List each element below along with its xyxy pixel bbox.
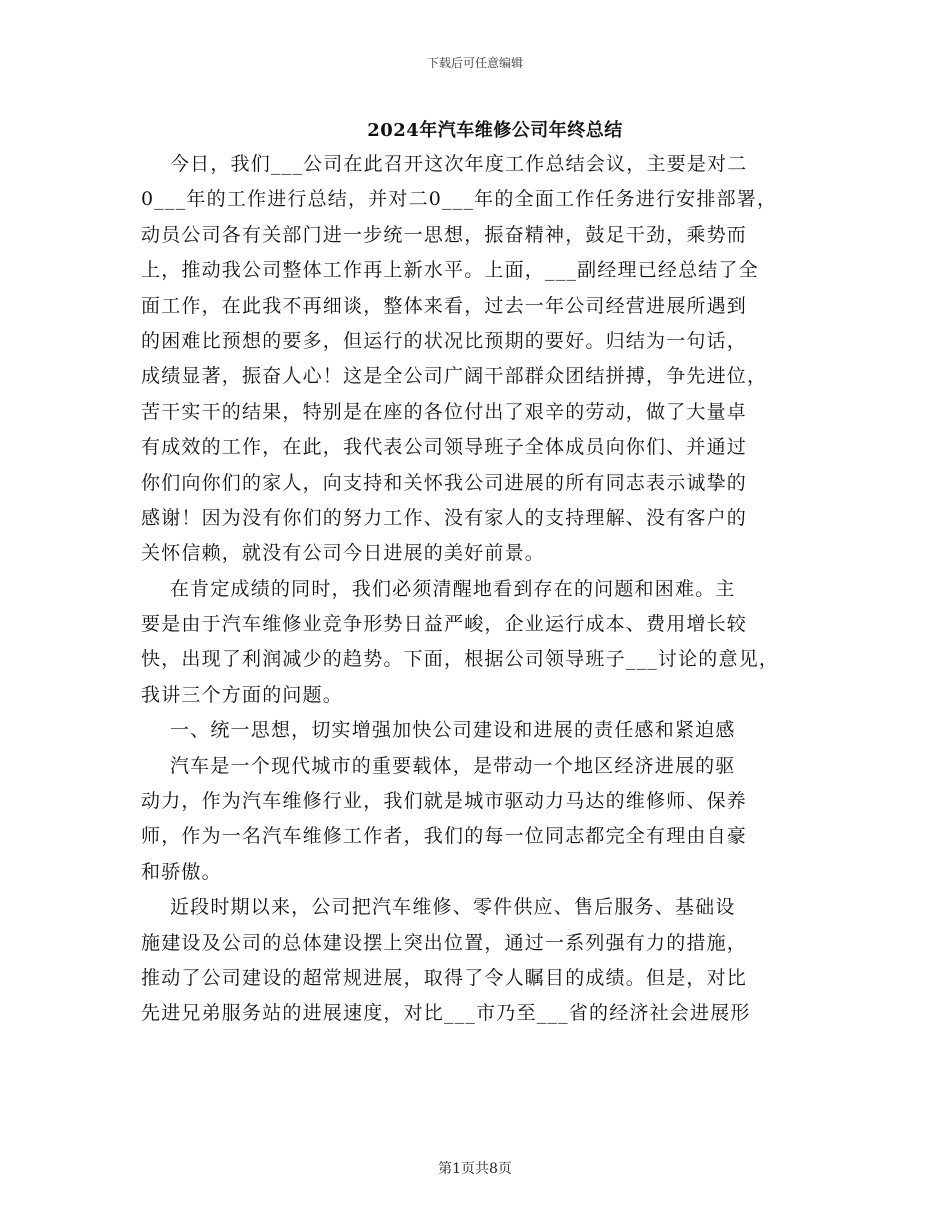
body-line: 和骄傲。 bbox=[141, 860, 222, 883]
body-line: 推动了公司建设的超常规进展，取得了令人瞩目的成绩。但是，对比 bbox=[141, 966, 748, 989]
body-line: 有成效的工作，在此，我代表公司领导班子全体成员向你们、并通过 bbox=[141, 436, 748, 459]
body-line: 汽车是一个现代城市的重要载体，是带动一个地区经济进展的驱 bbox=[141, 754, 736, 777]
body-line: 在肯定成绩的同时，我们必须清醒地看到存在的问题和困难。主 bbox=[141, 577, 736, 600]
body-line: 0___年的工作进行总结，并对二0___年的全面工作任务进行安排部署， bbox=[141, 188, 778, 211]
document-title: 2024年汽车维修公司年终总结 bbox=[367, 120, 623, 141]
body-line: 的困难比预想的要多，但运行的状况比预期的要好。归结为一句话， bbox=[141, 329, 748, 352]
body-line: 上，推动我公司整体工作再上新水平。上面，___副经理已经总结了全 bbox=[141, 259, 759, 282]
body-line: 快，出现了利润减少的趋势。下面，根据公司领导班子___讨论的意见， bbox=[141, 648, 780, 671]
body-line: 先进兄弟服务站的进展速度，对比___市乃至___省的经济社会进展形 bbox=[141, 1002, 751, 1025]
body-line: 师，作为一名汽车维修工作者，我们的每一位同志都完全有理由自豪 bbox=[141, 825, 748, 848]
body-line: 关怀信赖，就没有公司今日进展的美好前景。 bbox=[141, 542, 546, 565]
body-line: 成绩显著，振奋人心！这是全公司广阔干部群众团结拼搏，争先进位， bbox=[141, 365, 768, 388]
page-number: 第1页共8页 bbox=[438, 1161, 512, 1177]
body-line: 今日，我们___公司在此召开这次年度工作总结会议，主要是对二 bbox=[141, 153, 748, 175]
body-line: 要是由于汽车维修业竞争形势日益严峻，企业运行成本、费用增长较 bbox=[141, 613, 748, 636]
document-body bbox=[141, 147, 821, 1032]
body-line: 面工作，在此我不再细谈，整体来看，过去一年公司经营进展所遇到 bbox=[141, 294, 748, 317]
header-note: 下载后可任意编辑 bbox=[426, 56, 523, 70]
body-line: 你们向你们的家人，向支持和关怀我公司进展的所有同志表示诚挚的 bbox=[141, 471, 748, 494]
body-line: 我讲三个方面的问题。 bbox=[141, 683, 344, 706]
body-line: 施建设及公司的总体建设摆上突出位置，通过一系列强有力的措施， bbox=[141, 931, 748, 954]
body-line: 动力，作为汽车维修行业，我们就是城市驱动力马达的维修师、保养 bbox=[141, 790, 748, 813]
body-line: 感谢！因为没有你们的努力工作、没有家人的支持理解、没有客户的 bbox=[141, 506, 748, 529]
body-line: 近段时期以来，公司把汽车维修、零件供应、售后服务、基础设 bbox=[141, 896, 736, 919]
section-heading: 一、统一思想，切实增强加快公司建设和进展的责任感和紧迫感 bbox=[141, 719, 736, 742]
body-line: 动员公司各有关部门进一步统一思想，振奋精神，鼓足干劲，乘势而 bbox=[141, 223, 748, 246]
body-line: 苦干实干的结果，特别是在座的各位付出了艰辛的劳动，做了大量卓 bbox=[141, 400, 748, 423]
